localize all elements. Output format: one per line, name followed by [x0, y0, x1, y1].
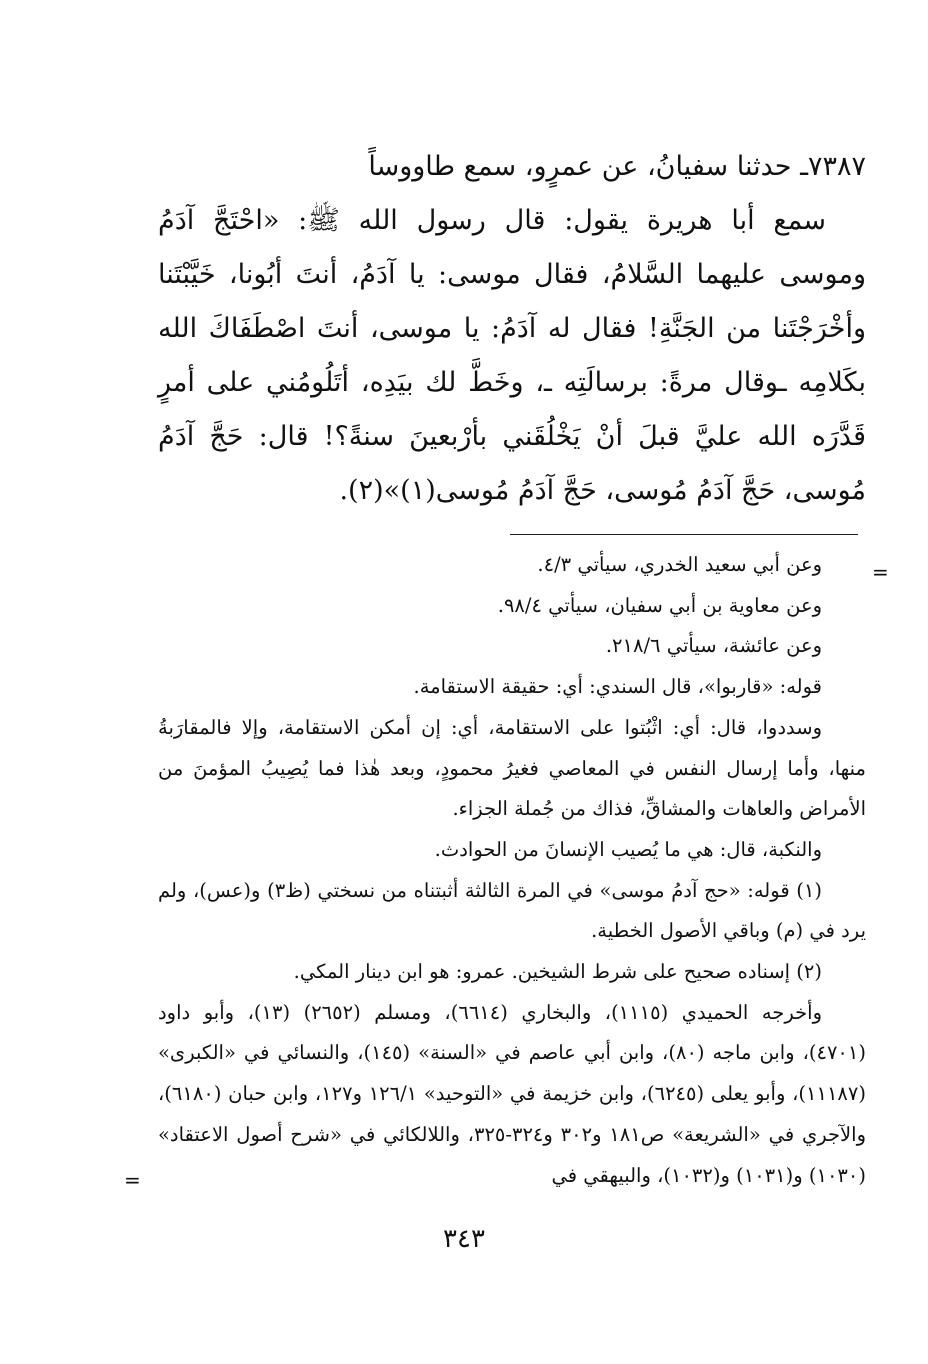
- footnotes: [158, 545, 866, 1196]
- footnote-line: والنكبة، قال: هي ما يُصيب الإنسانَ من الحوادث.: [434, 837, 822, 861]
- continues-next-page-marker: =: [124, 1168, 141, 1192]
- footnote-line: قوله: «قاربوا»، قال السندي: أي: حقيقة الاستقامة.: [413, 675, 822, 699]
- footnote-line: وأخرجه الحميدي (١١١٥)، والبخاري (٦٦١٤)، ومسلم (٢٦٥٢) (١٣)، وأبو داود (٤٧٠١)، وابن ماجه (٨٠)، وابن أبي عاصم في «السنة» (١٤٥)، والنسائي في «الكبرى» (١١١٨٧)، وأبو يعلى (٦٢٤٥)، وابن خزيمة في «التوحيد» ١٢٦/١ و١٢٧، وابن حبان (٦١٨٠)، والآجري في «الشريعة» ص١٨١ و٣٠٢ و٣٢٤-٣٢٥، واللالكائي في «شرح أصول الاعتقاد» (١٠٣٠) و(١٠٣١) و(١٠٣٢)، والبيهقي في: [158, 1000, 866, 1187]
- hadith-isnad-line: ٧٣٨٧ـ حدثنا سفيانُ، عن عمرٍو، سمع طاووساً: [368, 151, 866, 182]
- footnote-line: وعن عائشة، سيأتي ٢١٨/٦.: [605, 634, 822, 658]
- hadith-text: [158, 140, 866, 518]
- hadith-body: سمع أبا هريرة يقول: قال رسول الله ﷺ: «احْتَجَّ آدَمُ وموسى عليهما السَّلامُ، فقال موسى: يا آدَمُ، أنتَ أبُونا، خَيَّبْتَنا وأخْرَجْتَنا من الجَنَّةِ! فقال له آدَمُ: يا موسى، أنتَ اصْطَفَاكَ الله بكَلامِه ـوقال مرةً: برسالَتِه ـ، وخَطَّ لك بيَدِه، أتَلُومُني على أمرٍ قَدَّرَه الله عليَّ قبلَ أنْ يَخْلُقَني بأرْبعينَ سنةً؟! قال: حَجَّ آدَمُ مُوسى، حَجَّ آدَمُ مُوسى، حَجَّ آدَمُ مُوسى(١)»(٢).: [158, 205, 866, 506]
- footnote-1: (١) قوله: «حج آدمُ موسى» في المرة الثالثة أثبتناه من نسختي (ظ٣) و(عس)، ولم يرد في (م) وباقي الأصول الخطية.: [158, 878, 866, 943]
- footnote-line: وعن معاوية بن أبي سفيان، سيأتي ٩٨/٤.: [497, 593, 822, 617]
- footnote-line: وسددوا، قال: أي: اثْبُتوا على الاستقامة، أي: إن أمكن الاستقامة، وإلا فالمقارَبةُ منها، وأما إرسال النفس في المعاصي فغيرُ محمودٍ، وبعد هٰذا فما يُصِيبُ المؤمنَ من الأمراض والعاهات والمشاقِّ، فذاك من جُملة الجزاء.: [158, 715, 866, 821]
- page-number: ٣٤٣: [443, 1224, 485, 1254]
- continued-marker: =: [872, 560, 889, 584]
- footnote-separator: [510, 534, 858, 535]
- footnote-2: (٢) إسناده صحيح على شرط الشيخين. عمرو: هو ابن دينار المكي.: [293, 960, 822, 984]
- footnote-line: وعن أبي سعيد الخدري، سيأتي ٤/٣.: [537, 553, 822, 576]
